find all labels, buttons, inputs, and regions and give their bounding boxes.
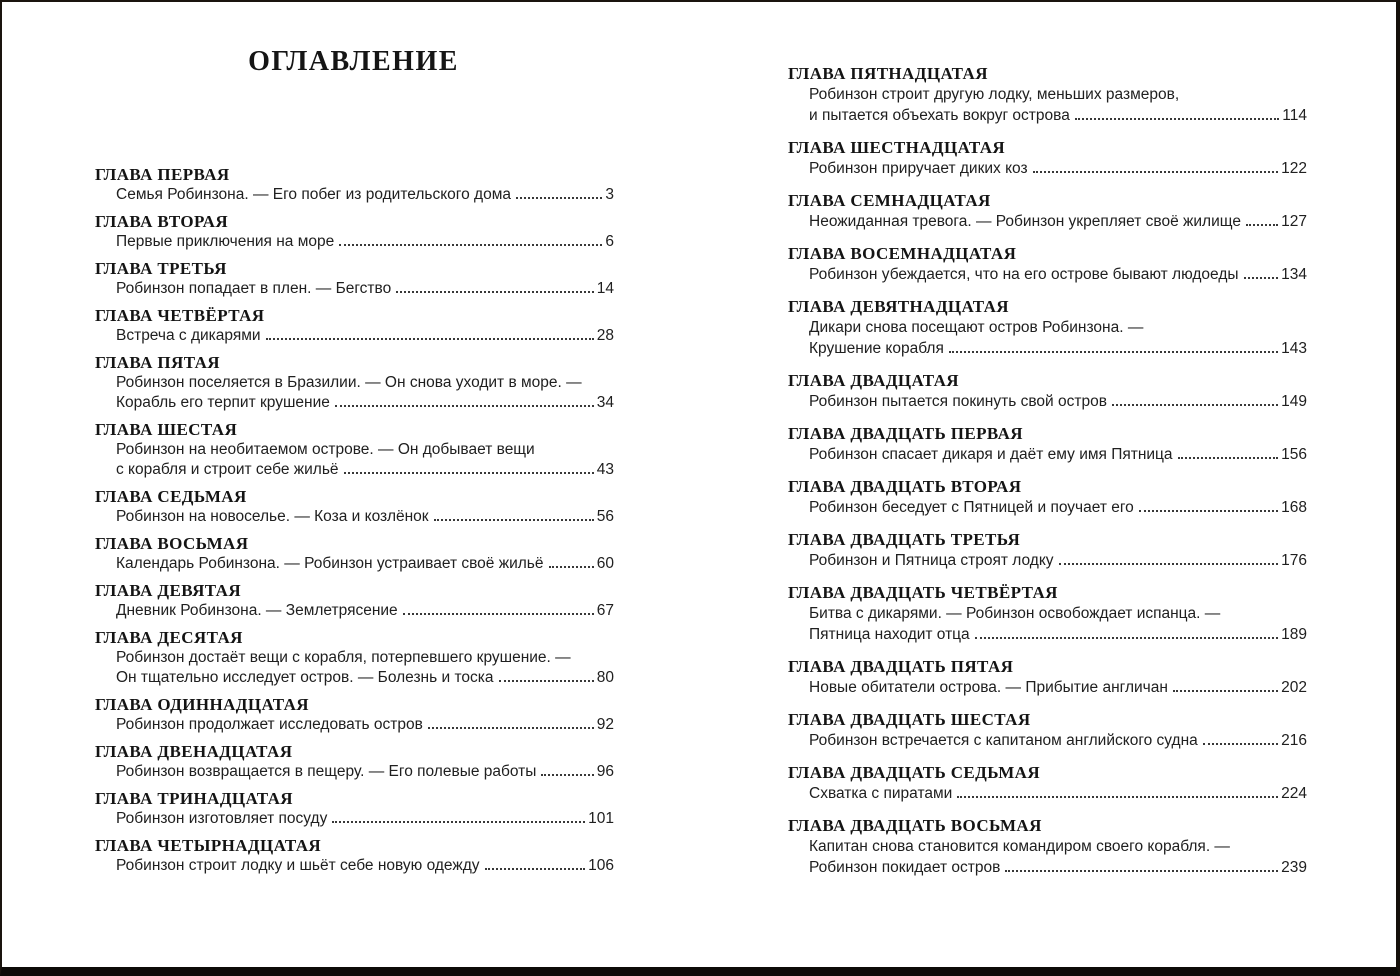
toc-line-text: и пытается объехать вокруг острова [809, 107, 1070, 124]
toc-column-right [788, 63, 1307, 889]
dot-leader [1033, 171, 1279, 173]
dot-leader [957, 796, 1278, 798]
chapter-title: ГЛАВА ДВАДЦАТЬ ВТОРАЯ [788, 477, 1022, 496]
toc-line-text: Робинзон на необитаемом острове. — Он добывает вещи [116, 441, 535, 458]
toc-entry [95, 836, 614, 876]
chapter-description [95, 762, 614, 782]
toc-line-text: Пятница находит отца [809, 626, 970, 643]
page-number: 28 [596, 327, 614, 344]
toc-line [116, 648, 614, 668]
toc-line-text: Корабль его терпит крушение [116, 394, 330, 411]
dot-leader [403, 613, 594, 615]
page-number: 106 [588, 857, 614, 874]
chapter-description [95, 507, 614, 527]
toc-line-text: Крушение корабля [809, 340, 944, 357]
page-number: 122 [1281, 160, 1307, 177]
page-number: 127 [1281, 213, 1307, 230]
toc-entry [95, 212, 614, 252]
toc-line [116, 762, 614, 782]
toc-line-text: Дикари снова посещают остров Робинзона. — [809, 319, 1144, 336]
toc-line-text: Календарь Робинзона. — Робинзон устраивает своё жильё [116, 555, 544, 572]
page-number: 156 [1281, 446, 1307, 463]
chapter-description [95, 326, 614, 346]
dot-leader [266, 338, 594, 340]
chapter-description [788, 317, 1307, 359]
toc-line-text: Робинзон встречается с капитаном английского судна [809, 732, 1198, 749]
chapter-description [788, 730, 1307, 751]
toc-line [809, 857, 1307, 878]
chapter-title: ГЛАВА СЕМНАДЦАТАЯ [788, 191, 991, 210]
toc-line [116, 440, 614, 460]
toc-line [116, 809, 614, 829]
chapter-title: ГЛАВА ДЕСЯТАЯ [95, 628, 243, 647]
dot-leader [1178, 457, 1279, 459]
toc-line-text: Робинзон спасает дикаря и даёт ему имя Пятница [809, 446, 1173, 463]
toc-line-text: Схватка с пиратами [809, 785, 953, 802]
dot-leader [949, 351, 1278, 353]
toc-line-text: Капитан снова становится командиром своего корабля. — [809, 838, 1230, 855]
page-number: 14 [596, 280, 614, 297]
chapter-description [95, 601, 614, 621]
page-number: 149 [1281, 393, 1307, 410]
page-number: 168 [1281, 499, 1307, 516]
dot-leader [975, 637, 1278, 639]
toc-line [809, 211, 1307, 232]
toc-line-text: Робинзон достаёт вещи с корабля, потерпевшего крушение. — [116, 649, 571, 666]
toc-line-text: Робинзон убеждается, что на его острове бывают людоеды [809, 266, 1239, 283]
toc-line-text: Встреча с дикарями [116, 327, 261, 344]
toc-line-text: Первые приключения на море [116, 233, 335, 250]
dot-leader [1075, 118, 1279, 120]
dot-leader [1139, 510, 1278, 512]
chapter-description [95, 440, 614, 480]
toc-line [809, 264, 1307, 285]
toc-line-text: Робинзон приручает диких коз [809, 160, 1028, 177]
chapter-description [788, 84, 1307, 126]
dot-leader [434, 519, 594, 521]
toc-line [116, 460, 614, 480]
chapter-description [95, 856, 614, 876]
toc-entry [788, 815, 1307, 878]
chapter-title: ГЛАВА ДВАДЦАТЬ ТРЕТЬЯ [788, 530, 1021, 549]
chapter-title: ГЛАВА ВТОРАЯ [95, 212, 229, 231]
dot-leader [1244, 277, 1279, 279]
chapter-description [95, 373, 614, 413]
chapter-description [788, 158, 1307, 179]
toc-line-text: Робинзон попадает в плен. — Бегство [116, 280, 392, 297]
chapter-title: ГЛАВА ДВАДЦАТЬ ПЕРВАЯ [788, 424, 1023, 443]
toc-line-text: Робинзон поселяется в Бразилии. — Он снова уходит в море. — [116, 374, 582, 391]
page-number: 60 [596, 555, 614, 572]
toc-line [809, 444, 1307, 465]
chapter-title: ГЛАВА ДВАДЦАТЬ ПЯТАЯ [788, 657, 1014, 676]
toc-line-text: Он тщательно исследует остров. — Болезнь и тоска [116, 669, 494, 686]
chapter-description [788, 264, 1307, 285]
toc-entry [788, 762, 1307, 804]
chapter-description [95, 232, 614, 252]
chapter-title: ГЛАВА ПЕРВАЯ [95, 165, 230, 184]
dot-leader [332, 821, 585, 823]
toc-line-text: Робинзон строит другую лодку, меньших размеров, [809, 86, 1180, 103]
chapter-description [788, 836, 1307, 878]
chapter-title: ГЛАВА ДЕВЯТНАДЦАТАЯ [788, 297, 1009, 316]
page-number: 96 [596, 763, 614, 780]
toc-line-text: Неожиданная тревога. — Робинзон укрепляет своё жилище [809, 213, 1241, 230]
chapter-title: ГЛАВА ПЯТАЯ [95, 353, 220, 372]
chapter-description [788, 603, 1307, 645]
toc-entry [95, 628, 614, 688]
toc-line [116, 715, 614, 735]
chapter-description [788, 677, 1307, 698]
chapter-title: ГЛАВА ДВАДЦАТЬ ЧЕТВЁРТАЯ [788, 583, 1058, 602]
toc-entry [95, 353, 614, 413]
toc-entry [95, 259, 614, 299]
dot-leader [549, 566, 594, 568]
toc-line-text: Битва с дикарями. — Робинзон освобождает испанца. — [809, 605, 1221, 622]
chapter-description [788, 550, 1307, 571]
toc-line-text: Новые обитатели острова. — Прибытие англичан [809, 679, 1168, 696]
toc-entry [95, 742, 614, 782]
chapter-title: ГЛАВА ПЯТНАДЦАТАЯ [788, 64, 988, 83]
chapter-description [788, 391, 1307, 412]
page-number: 114 [1282, 107, 1307, 124]
chapter-description [788, 211, 1307, 232]
toc-line [809, 783, 1307, 804]
toc-line-text: Робинзон покидает остров [809, 859, 1001, 876]
toc-entry [95, 306, 614, 346]
dot-leader [499, 680, 594, 682]
toc-entry [95, 165, 614, 205]
toc-line-text: Робинзон на новоселье. — Коза и козлёнок [116, 508, 429, 525]
page-number: 67 [596, 602, 614, 619]
toc-entry [788, 296, 1307, 359]
toc-line [116, 856, 614, 876]
toc-line [809, 730, 1307, 751]
toc-entry [95, 581, 614, 621]
page-number: 239 [1281, 859, 1307, 876]
toc-line [116, 279, 614, 299]
chapter-description [95, 185, 614, 205]
toc-line [809, 497, 1307, 518]
dot-leader [396, 291, 594, 293]
page-title: ОГЛАВЛЕНИЕ [248, 46, 459, 77]
toc-line [809, 317, 1307, 338]
dot-leader [1203, 743, 1278, 745]
dot-leader [335, 405, 594, 407]
page-number: 6 [605, 233, 614, 250]
toc-line [809, 158, 1307, 179]
page-number: 202 [1281, 679, 1307, 696]
toc-entry [788, 656, 1307, 698]
toc-line-text: Дневник Робинзона. — Землетрясение [116, 602, 398, 619]
chapter-title: ГЛАВА ТРИНАДЦАТАЯ [95, 789, 293, 808]
toc-line [116, 232, 614, 252]
dot-leader [428, 727, 594, 729]
chapter-title: ГЛАВА ДВАДЦАТЬ ШЕСТАЯ [788, 710, 1031, 729]
dot-leader [344, 472, 594, 474]
toc-line [116, 373, 614, 393]
page-number: 80 [596, 669, 614, 686]
toc-line-text: Робинзон беседует с Пятницей и поучает его [809, 499, 1134, 516]
chapter-title: ГЛАВА ТРЕТЬЯ [95, 259, 227, 278]
toc-line [809, 105, 1307, 126]
toc-line-text: Робинзон строит лодку и шьёт себе новую одежду [116, 857, 480, 874]
chapter-title: ГЛАВА ШЕСТНАДЦАТАЯ [788, 138, 1006, 157]
chapter-title: ГЛАВА ДВАДЦАТАЯ [788, 371, 959, 390]
chapter-title: ГЛАВА ДВАДЦАТЬ ВОСЬМАЯ [788, 816, 1042, 835]
dot-leader [1005, 870, 1278, 872]
page-number: 143 [1281, 340, 1307, 357]
dot-leader [541, 774, 593, 776]
toc-line [116, 668, 614, 688]
chapter-description [95, 809, 614, 829]
toc-line [809, 836, 1307, 857]
chapter-title: ГЛАВА ЧЕТВЁРТАЯ [95, 306, 265, 325]
page-number: 101 [588, 810, 614, 827]
chapter-description [788, 783, 1307, 804]
toc-line [116, 393, 614, 413]
page-number: 224 [1281, 785, 1307, 802]
chapter-description [95, 554, 614, 574]
toc-entry [788, 423, 1307, 465]
dot-leader [485, 868, 586, 870]
page-number: 92 [596, 716, 614, 733]
toc-line [116, 554, 614, 574]
toc-entry [788, 370, 1307, 412]
chapter-title: ГЛАВА ОДИННАДЦАТАЯ [95, 695, 309, 714]
chapter-title: ГЛАВА СЕДЬМАЯ [95, 487, 247, 506]
page-number: 134 [1281, 266, 1307, 283]
toc-column-left [95, 165, 614, 883]
toc-entry [788, 582, 1307, 645]
dot-leader [1112, 404, 1278, 406]
toc-line [116, 326, 614, 346]
page-number: 176 [1281, 552, 1307, 569]
toc-line-text: Робинзон и Пятница строят лодку [809, 552, 1054, 569]
toc-entry [788, 529, 1307, 571]
toc-line-text: Робинзон продолжает исследовать остров [116, 716, 423, 733]
toc-entry [95, 487, 614, 527]
page-number: 43 [596, 461, 614, 478]
toc-entry [95, 534, 614, 574]
toc-line [809, 603, 1307, 624]
toc-entry [788, 63, 1307, 126]
dot-leader [1246, 224, 1278, 226]
toc-line [116, 507, 614, 527]
toc-line [116, 601, 614, 621]
toc-line [809, 84, 1307, 105]
toc-entry [95, 789, 614, 829]
toc-entry [788, 709, 1307, 751]
chapter-description [95, 715, 614, 735]
dot-leader [1173, 690, 1278, 692]
toc-entry [788, 243, 1307, 285]
toc-line [809, 677, 1307, 698]
page-number: 3 [605, 186, 614, 203]
chapter-title: ГЛАВА ЧЕТЫРНАДЦАТАЯ [95, 836, 322, 855]
page-number: 216 [1281, 732, 1307, 749]
chapter-title: ГЛАВА ВОСЬМАЯ [95, 534, 249, 553]
page-number: 34 [596, 394, 614, 411]
chapter-title: ГЛАВА ДВЕНАДЦАТАЯ [95, 742, 293, 761]
chapter-title: ГЛАВА ВОСЕМНАДЦАТАЯ [788, 244, 1017, 263]
dot-leader [339, 244, 602, 246]
chapter-description [95, 648, 614, 688]
dot-leader [516, 197, 602, 199]
chapter-title: ГЛАВА ДЕВЯТАЯ [95, 581, 242, 600]
chapter-title: ГЛАВА ДВАДЦАТЬ СЕДЬМАЯ [788, 763, 1041, 782]
chapter-description [788, 444, 1307, 465]
toc-line [809, 550, 1307, 571]
chapter-description [788, 497, 1307, 518]
toc-entry [95, 695, 614, 735]
toc-line-text: Робинзон пытается покинуть свой остров [809, 393, 1107, 410]
toc-entry [95, 420, 614, 480]
toc-line [809, 338, 1307, 359]
toc-line [809, 624, 1307, 645]
toc-line-text: с корабля и строит себе жильё [116, 461, 339, 478]
dot-leader [1059, 563, 1279, 565]
toc-entry [788, 190, 1307, 232]
chapter-title: ГЛАВА ШЕСТАЯ [95, 420, 238, 439]
toc-line [116, 185, 614, 205]
page-number: 189 [1281, 626, 1307, 643]
toc-line-text: Семья Робинзона. — Его побег из родительского дома [116, 186, 511, 203]
toc-entry [788, 137, 1307, 179]
toc-entry [788, 476, 1307, 518]
chapter-description [95, 279, 614, 299]
toc-line-text: Робинзон возвращается в пещеру. — Его полевые работы [116, 763, 537, 780]
page-number: 56 [596, 508, 614, 525]
toc-line-text: Робинзон изготовляет посуду [116, 810, 328, 827]
toc-line [809, 391, 1307, 412]
